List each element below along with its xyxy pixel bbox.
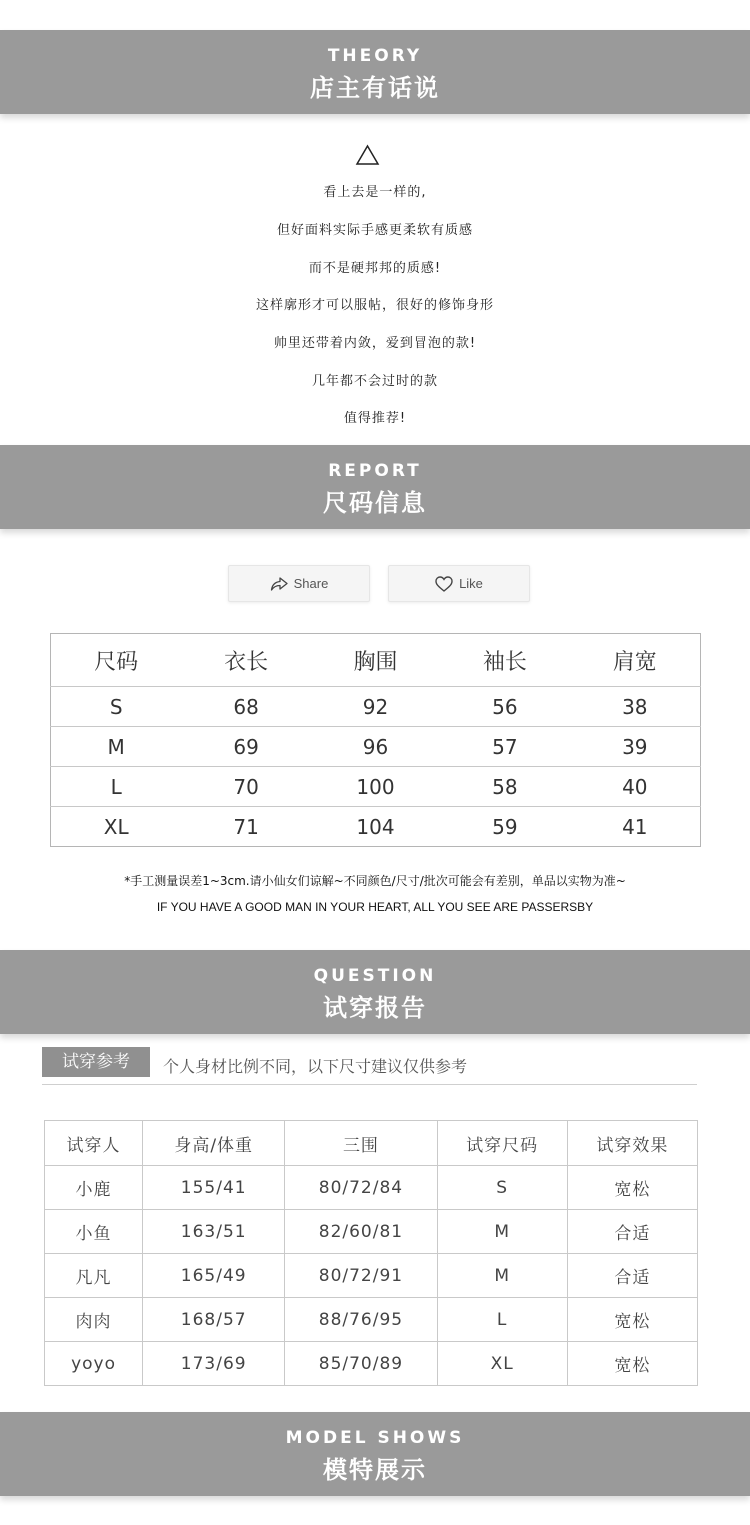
size-header-cell: 胸围 (353, 649, 398, 675)
size-header-cell: 衣长 (224, 649, 269, 675)
try-header-cell: 身高/体重 (143, 1121, 285, 1166)
model-banner-title: 模特展示 (323, 1456, 427, 1484)
try-on-row (45, 1298, 698, 1342)
try-cell: 80/72/91 (285, 1254, 437, 1298)
size-table (50, 633, 701, 847)
question-banner-en: QUESTION (313, 966, 437, 986)
size-table-header (51, 634, 701, 687)
quote-note: IF YOU HAVE A GOOD MAN IN YOUR HEART, ALL YOU SEE ARE PASSERSBY (156, 900, 594, 914)
size-cell: 104 (311, 807, 440, 847)
try-cell: L (437, 1298, 567, 1342)
size-cell: 96 (311, 727, 440, 767)
try-cell: 合适 (567, 1210, 697, 1254)
theory-banner-en: THEORY (327, 46, 423, 66)
heart-icon (435, 576, 453, 592)
model-banner-en: MODEL SHOWS (285, 1428, 465, 1448)
size-cell: 69 (181, 727, 310, 767)
theory-line: 但好面料实际手感更柔软有质感 (276, 223, 473, 238)
share-label: Share (293, 576, 329, 591)
size-cell: 100 (311, 767, 440, 807)
divider (42, 1084, 697, 1085)
try-cell: M (437, 1254, 567, 1298)
try-cell: yoyo (45, 1342, 143, 1386)
question-banner-title: 试穿报告 (323, 994, 427, 1022)
try-cell: M (437, 1210, 567, 1254)
size-cell: 71 (181, 807, 310, 847)
size-cell: S (51, 687, 182, 727)
theory-line: 几年都不会过时的款 (311, 374, 438, 389)
size-cell: 56 (440, 687, 569, 727)
size-table-row (51, 727, 701, 767)
size-cell: XL (51, 807, 182, 847)
try-cell: S (437, 1166, 567, 1210)
size-cell: 41 (570, 807, 701, 847)
try-header-cell: 三围 (285, 1121, 437, 1166)
size-cell: 40 (570, 767, 701, 807)
try-on-table (44, 1120, 698, 1386)
question-banner (0, 950, 750, 1034)
size-cell: 70 (181, 767, 310, 807)
measure-note: *手工测量误差1~3cm.请小仙女们谅解~不同颜色/尺寸/批次可能会有差别，单品以实物为准~ (124, 874, 626, 888)
size-table-row (51, 807, 701, 847)
size-cell: 59 (440, 807, 569, 847)
try-on-row (45, 1342, 698, 1386)
report-banner (0, 445, 750, 529)
try-cell: 88/76/95 (285, 1298, 437, 1342)
try-cell: 小鱼 (45, 1210, 143, 1254)
size-cell: 68 (181, 687, 310, 727)
size-table-row (51, 767, 701, 807)
size-header-cell: 肩宽 (612, 649, 657, 675)
like-label: Like (459, 576, 483, 591)
try-cell: 宽松 (567, 1166, 697, 1210)
theory-line: 看上去是一样的, (323, 185, 427, 200)
size-header-cell: 尺码 (94, 649, 139, 675)
share-icon (270, 577, 288, 591)
size-table-row (51, 687, 701, 727)
size-cell: 57 (440, 727, 569, 767)
try-cell: 宽松 (567, 1298, 697, 1342)
size-cell: 39 (570, 727, 701, 767)
try-on-row (45, 1210, 698, 1254)
model-shows-banner (0, 1412, 750, 1496)
try-cell: XL (437, 1342, 567, 1386)
try-on-tag: 试穿参考 (42, 1047, 150, 1077)
theory-line: 值得推荐! (343, 411, 407, 426)
try-cell: 80/72/84 (285, 1166, 437, 1210)
try-header-cell: 试穿效果 (567, 1121, 697, 1166)
theory-line: 这样廓形才可以服帖，很好的修饰身形 (255, 298, 494, 313)
report-banner-en: REPORT (328, 461, 422, 481)
size-cell: M (51, 727, 182, 767)
theory-banner-title: 店主有话说 (310, 74, 440, 102)
try-cell: 168/57 (143, 1298, 285, 1342)
theory-line: 帅里还带着内敛，爱到冒泡的款! (273, 336, 477, 351)
share-button[interactable] (228, 565, 370, 602)
try-cell: 肉肉 (45, 1298, 143, 1342)
try-cell: 凡凡 (45, 1254, 143, 1298)
try-on-row (45, 1254, 698, 1298)
try-cell: 85/70/89 (285, 1342, 437, 1386)
try-cell: 163/51 (143, 1210, 285, 1254)
try-on-row (45, 1166, 698, 1210)
theory-banner (0, 30, 750, 114)
size-header-cell: 袖长 (482, 649, 527, 675)
try-cell: 155/41 (143, 1166, 285, 1210)
try-header-cell: 试穿人 (45, 1121, 143, 1166)
triangle-icon (355, 144, 380, 166)
size-cell: 58 (440, 767, 569, 807)
size-cell: 92 (311, 687, 440, 727)
try-cell: 宽松 (567, 1342, 697, 1386)
try-cell: 小鹿 (45, 1166, 143, 1210)
try-cell: 合适 (567, 1254, 697, 1298)
try-on-description: 个人身材比例不同，以下尺寸建议仅供参考 (163, 1057, 468, 1076)
try-cell: 165/49 (143, 1254, 285, 1298)
size-cell: 38 (570, 687, 701, 727)
try-cell: 82/60/81 (285, 1210, 437, 1254)
report-banner-title: 尺码信息 (323, 489, 427, 517)
size-cell: L (51, 767, 182, 807)
theory-line: 而不是硬邦邦的质感! (308, 261, 442, 276)
like-button[interactable] (388, 565, 530, 602)
try-header-cell: 试穿尺码 (437, 1121, 567, 1166)
try-cell: 173/69 (143, 1342, 285, 1386)
try-on-table-header (45, 1121, 698, 1166)
